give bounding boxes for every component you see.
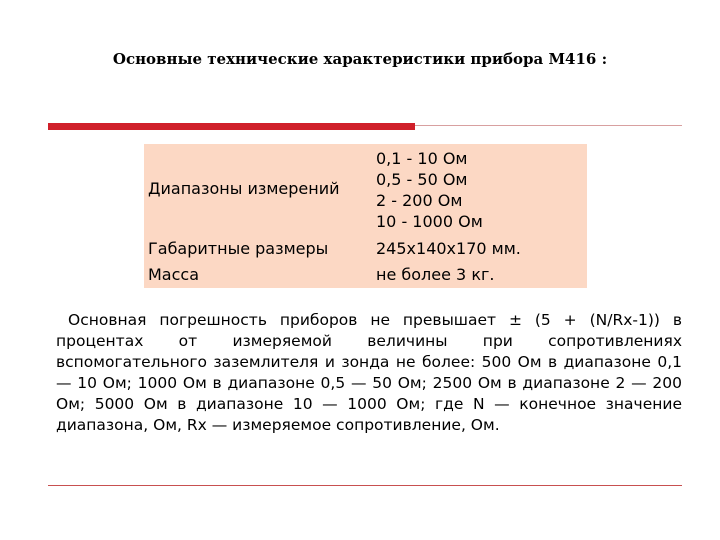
specs-panel bbox=[144, 144, 587, 288]
range-value-3: 2 - 200 Ом bbox=[376, 191, 463, 210]
dimensions-value: 245х140х170 мм. bbox=[376, 239, 521, 258]
dimensions-label: Габаритные размеры bbox=[148, 239, 329, 258]
range-value-2: 0,5 - 50 Ом bbox=[376, 170, 468, 189]
mass-value: не более 3 кг. bbox=[376, 265, 495, 284]
slide-title: Основные технические характеристики прибора М416 : bbox=[112, 50, 608, 68]
divider-bottom bbox=[48, 485, 682, 486]
divider-accent-bar bbox=[48, 123, 415, 130]
range-label: Диапазоны измерений bbox=[148, 179, 340, 198]
range-value-1: 0,1 - 10 Ом bbox=[376, 149, 468, 168]
range-value-4: 10 - 1000 Ом bbox=[376, 212, 483, 231]
error-note-paragraph: Основная погрешность приборов не превышает ± (5 + (N/Rx-1)) в процентах от измеряемой величины при сопротивлениях вспомогательного заземлителя и зонда не более: 500 Ом в диапазоне 0,1 — 10 Ом; 1000 Ом в диапазоне 0,5 — 50 Ом; 2500 Ом в диапазоне 2 — 200 Ом; 5000 Ом в диапазоне 10 — 1000 Ом; где N — конечное значение диапазона, Ом, Rx — измеряемое сопротивление, Ом. bbox=[56, 311, 682, 434]
mass-label: Масса bbox=[148, 265, 200, 284]
